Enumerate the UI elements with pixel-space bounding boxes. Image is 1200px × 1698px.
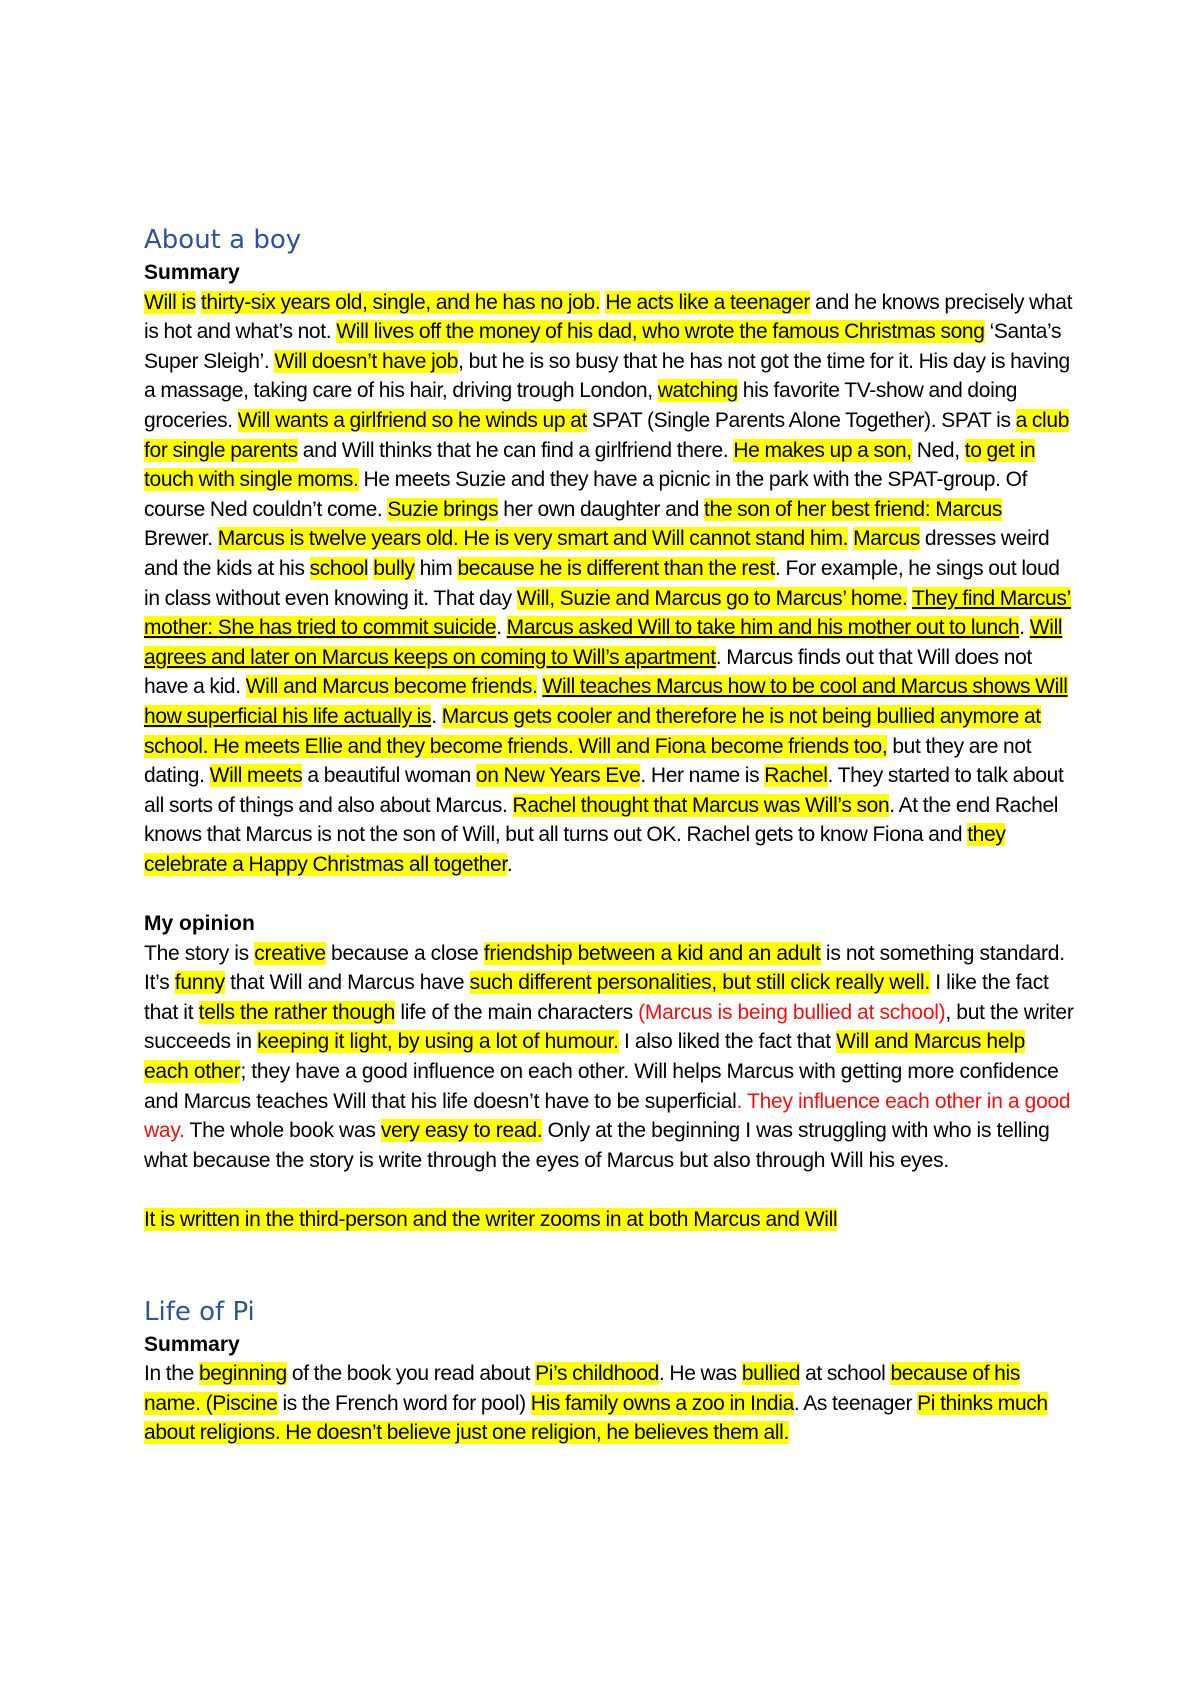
highlighted-text: Will doesn’t have job — [274, 349, 459, 373]
highlighted-text: Will wants a girlfriend so he winds up at — [237, 408, 588, 432]
highlighted-text: funny — [174, 971, 225, 995]
highlighted-text: Will, Suzie and Marcus go to Marcus’ home. — [516, 586, 908, 610]
highlighted-text: Pi thinks much about religions. He doesn’t believe just one religion, he believes them all. — [144, 1391, 1048, 1445]
text-run: , but he is so busy that he has not got the time for it. His day is having a massage, taking care of his hair, driving trough London, — [144, 349, 1070, 403]
highlighted-text: on New Years Eve — [475, 764, 641, 788]
text-run: . They started to talk about all sorts of things and also about Marcus. — [144, 764, 1064, 817]
summary-heading-pi: Summary — [144, 1332, 240, 1356]
highlighted-text: because of his name. (Piscine — [144, 1362, 1020, 1415]
text-run: . — [506, 852, 513, 876]
text-run: life of the main characters — [395, 1000, 639, 1024]
text-run: at school — [800, 1362, 891, 1386]
highlighted-text: bullied — [741, 1362, 801, 1386]
text-run: is not something standard. It’s — [144, 941, 1065, 995]
section-title-about-a-boy: About a boy — [144, 225, 302, 255]
highlighted-text: a club for single parents — [144, 408, 1070, 462]
highlighted-text: Marcus is twelve years old. He is very smart and Will cannot stand him. — [217, 527, 849, 551]
highlighted-text: to get in touch with single moms. — [144, 438, 1036, 492]
summary-paragraph — [144, 288, 1074, 880]
paragraph-gap — [144, 879, 1074, 909]
section-title-life-of-pi: Life of Pi — [144, 1296, 255, 1327]
text-run: I like the fact that it — [144, 971, 1049, 1024]
highlighted-text: Rachel — [764, 764, 828, 788]
highlighted-text: He makes up a son, — [733, 438, 912, 462]
text-run: . — [431, 704, 442, 728]
text-run: dresses weird and the kids at his — [144, 527, 1050, 580]
text-run: Only at the beginning I was struggling with who is telling what because the story is write through the eyes of Marcus but also through Will his eyes. — [144, 1119, 1050, 1172]
text-run: . — [1019, 616, 1030, 640]
red-text: . They influence each other in a good way. — [144, 1089, 1071, 1143]
highlighted-text: Marcus — [853, 527, 920, 551]
text-run: that Will and Marcus have — [224, 971, 470, 995]
highlighted-text: friendship between a kid and an adult — [483, 941, 821, 965]
text-run: . For example, he sings out loud in class without even knowing it. That day — [144, 556, 1060, 610]
text-run: her own daughter and — [498, 497, 705, 521]
highlighted-text: because he is different than the rest — [457, 556, 775, 580]
highlighted-text: Will and Marcus become friends. — [245, 675, 538, 699]
highlighted-text: Marcus gets cooler and therefore he is not being bullied anymore at school. He meets Ellie and they become friends. Will and Fiona become friends too, — [144, 704, 1041, 758]
text-run: . As teenager — [793, 1391, 918, 1415]
text-run: a beautiful woman — [302, 764, 476, 788]
text-run: The story is — [144, 941, 255, 965]
text-run: . He was — [658, 1362, 742, 1386]
highlighted-text: the son of her best friend: Marcus — [704, 497, 1002, 521]
highlighted-text: such different personalities, but still click really well. — [469, 971, 930, 995]
narration-note: It is written in the third-person and the writer zooms in at both Marcus and Will — [144, 1208, 838, 1231]
opinion-paragraph — [144, 939, 1074, 1176]
highlighted-text: Will lives off the money of his dad, who wrote the famous Christmas song — [336, 320, 985, 344]
text-run: ‘Santa’s Super Sleigh’. — [144, 320, 1062, 373]
text-run: his favorite TV-show and doing groceries. — [144, 379, 1018, 432]
text-run: and Will thinks that he can find a girlfriend there. — [297, 438, 734, 462]
opinion-heading: My opinion — [144, 912, 255, 936]
text-run: him — [414, 556, 458, 580]
section-gap — [144, 1235, 1074, 1294]
text-run: . At the end Rachel knows that Marcus is not the son of Will, but all turns out OK. Rachel gets to know Fiona and — [144, 793, 1059, 847]
highlighted-text: they celebrate a Happy Christmas all together — [144, 823, 1006, 876]
text-run: , but the writer succeeds in — [144, 1000, 1074, 1054]
highlighted-text: Will agrees and later on Marcus keeps on coming to Will’s apartment — [144, 616, 1063, 669]
text-run: Brewer. — [144, 527, 218, 551]
highlighted-text: Pi’s childhood — [535, 1362, 659, 1386]
highlighted-text: Will is — [144, 290, 196, 314]
text-run: . Her name is — [640, 764, 765, 788]
text-run: Ned, — [911, 438, 965, 462]
summary-paragraph-pi — [144, 1359, 1074, 1448]
text-run: SPAT (Single Parents Alone Together). SPAT is — [587, 408, 1016, 432]
text-run: ; they have a good influence on each other. Will helps Marcus with getting more confidence and Marcus teaches Will that his life doesn’t have to be superficial — [144, 1060, 1059, 1113]
highlighted-text: tells the rather though — [198, 1000, 396, 1024]
text-run: and he knows precisely what is hot and what’s not. — [144, 290, 1073, 344]
highlighted-text: bully — [373, 556, 415, 580]
text-run: but they are not dating. — [144, 734, 1032, 788]
highlighted-text: thirty-six years old, single, and he has no job. — [200, 290, 601, 314]
text-run: because a close — [325, 941, 484, 965]
document-body — [144, 222, 1074, 1448]
highlighted-text: Will teaches Marcus how to be cool and Marcus shows Will how superficial his life actually is — [144, 675, 1068, 728]
highlighted-text: Will meets — [209, 764, 303, 788]
text-run: . Marcus finds out that Will does not have a kid. — [144, 645, 1032, 699]
text-run: The whole book was — [184, 1119, 381, 1143]
highlighted-text: school — [309, 556, 369, 580]
highlighted-text: Suzie brings — [387, 497, 499, 521]
highlighted-text: keeping it light, by using a lot of humour. — [257, 1030, 619, 1054]
highlighted-text: watching — [657, 379, 738, 403]
highlighted-text: creative — [254, 941, 326, 965]
text-run: of the book you read about — [286, 1362, 536, 1386]
text-run: is the French word for pool) — [277, 1391, 531, 1415]
highlighted-text: His family owns a zoo in India — [530, 1391, 794, 1415]
highlighted-text: Will and Marcus help each other — [144, 1030, 1026, 1084]
red-text: (Marcus is being bullied at school) — [638, 1000, 946, 1024]
highlighted-text: They find Marcus’ mother: She has tried to commit suicide — [144, 586, 1071, 640]
text-run: He meets Suzie and they have a picnic in the park with the SPAT-group. Of course Ned couldn’t come. — [144, 468, 1028, 521]
highlighted-text: He acts like a teenager — [605, 290, 811, 314]
text-run: In the — [144, 1362, 199, 1386]
paragraph-gap — [144, 1175, 1074, 1205]
highlighted-text: very easy to read. — [380, 1119, 543, 1143]
highlighted-text: Marcus asked Will to take him and his mother out to lunch — [506, 616, 1020, 640]
text-run: . — [496, 616, 507, 640]
highlighted-text: beginning — [198, 1362, 287, 1386]
summary-heading: Summary — [144, 261, 240, 284]
highlighted-text: Rachel thought that Marcus was Will’s son — [512, 793, 890, 817]
text-run: I also liked the fact that — [618, 1030, 837, 1054]
